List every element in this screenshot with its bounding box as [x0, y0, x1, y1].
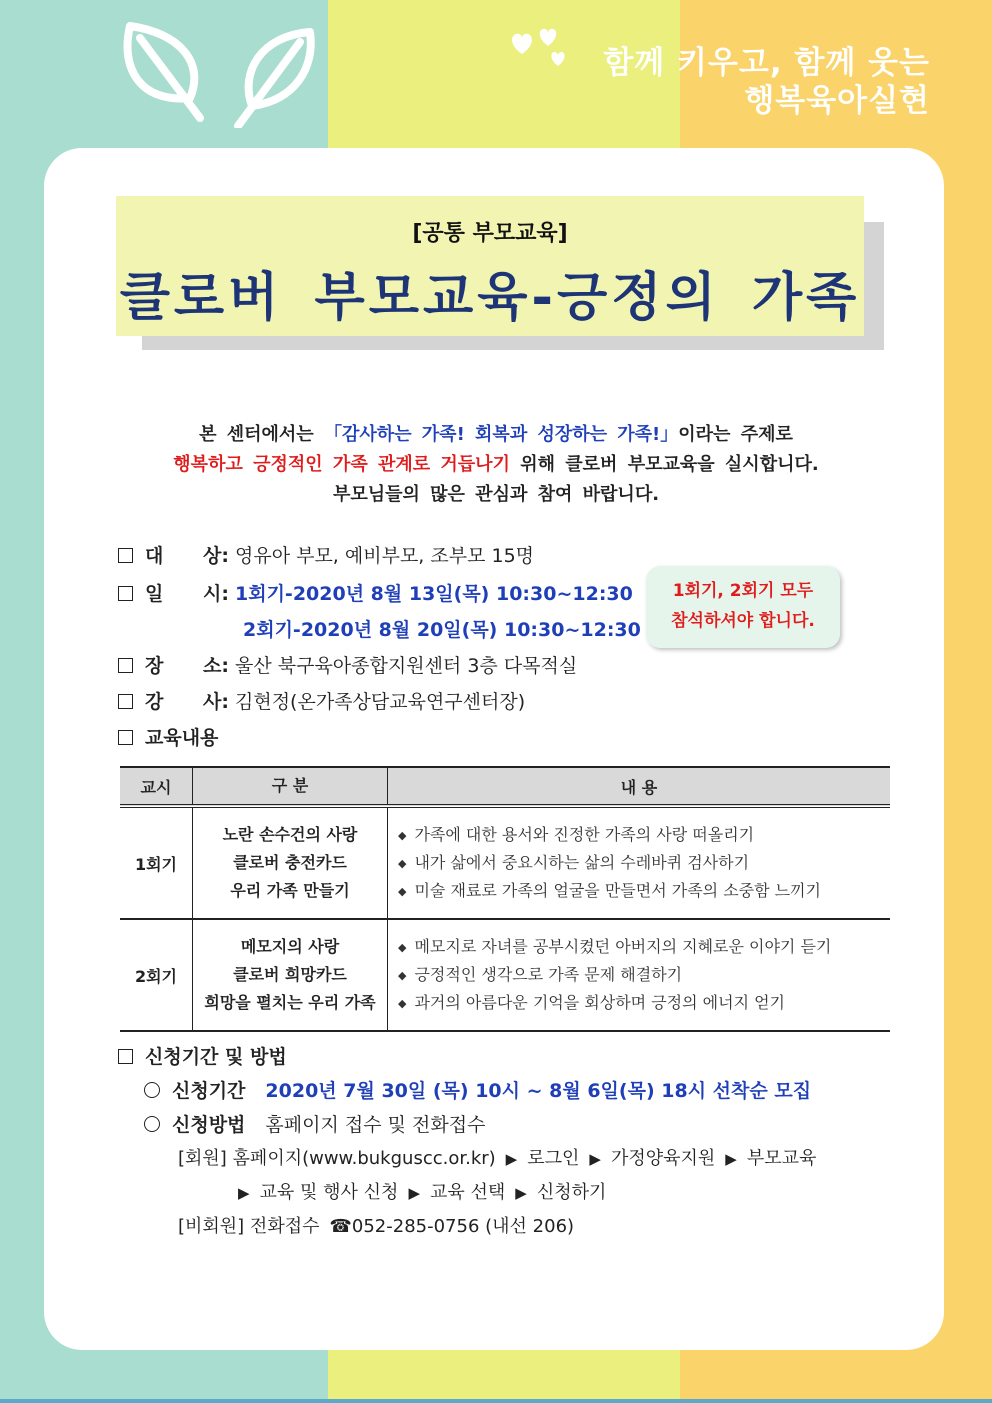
nonmember-row: [118, 1210, 816, 1244]
content-item: [398, 849, 889, 877]
schedule-table: [120, 766, 890, 1032]
diamond-bullet-icon: ◆: [398, 829, 407, 842]
title-box: [116, 196, 864, 336]
diamond-bullet-icon: ◆: [398, 885, 407, 898]
member-prefix: [회원] 홈페이지(www.bukguscc.or.kr): [178, 1148, 496, 1169]
date-label: 일 시:: [145, 583, 229, 605]
checkbox-icon: [118, 586, 133, 601]
date-row-2: [243, 616, 641, 644]
lecturer-row: [118, 688, 525, 716]
content-cell: [388, 919, 891, 1031]
intro-text: [64, 420, 928, 510]
lecturer-value: 김현정(온가족상담교육연구센터장): [235, 691, 526, 713]
header-topic: 구 분: [193, 767, 388, 806]
content-text: 내가 삶에서 중요시하는 삶의 수레바퀴 검사하기: [414, 853, 750, 872]
arrow-right-icon: ▶: [408, 1184, 420, 1202]
session-cell: 2회기: [120, 919, 193, 1031]
content-text: 긍정적인 생각으로 가족 문제 해결하기: [414, 965, 683, 984]
content-heading-row: [118, 724, 218, 752]
method-value: 홈페이지 접수 및 전화접수: [265, 1114, 486, 1136]
header-content: 내 용: [388, 767, 891, 806]
content-item: [398, 989, 889, 1017]
content-text: 메모지로 자녀를 공부시켰던 아버지의 지혜로운 이야기 듣기: [414, 937, 832, 956]
session-cell: 1회기: [120, 806, 193, 919]
date-row: [118, 580, 633, 608]
date-value-2: 2회기-2020년 8월 20일(목) 10:30~12:30: [243, 619, 641, 641]
topic-item: 우리 가족 만들기: [230, 881, 350, 900]
phone-number: ☎052-285-0756 (내선 206): [329, 1216, 575, 1237]
target-value: 영유아 부모, 예비부모, 조부모 15명: [235, 545, 535, 567]
arrow-right-icon: ▶: [725, 1150, 737, 1168]
table-header-row: [120, 767, 890, 806]
intro-text-part: 위해 클로버 부모교육을 실시합니다.: [509, 454, 819, 475]
content-item: [398, 821, 889, 849]
checkbox-icon: [118, 658, 133, 673]
apply-heading-row: [118, 1040, 816, 1074]
intro-line-3: 부모님들의 많은 관심과 참여 바랍니다.: [332, 484, 660, 505]
notice-line-2: 참석하셔야 합니다.: [671, 611, 815, 631]
topic-item: 클로버 희망카드: [233, 965, 347, 984]
content-heading: 교육내용: [145, 727, 219, 749]
topic-item: 클로버 충전카드: [233, 853, 347, 872]
target-label: 대 상:: [145, 545, 229, 567]
topic-item: 메모지의 사랑: [240, 937, 340, 956]
step-item: 교육 및 행사 신청: [259, 1182, 399, 1203]
topic-item: 희망을 펼치는 우리 가족: [204, 993, 376, 1012]
member-steps-row-2: [118, 1176, 816, 1210]
place-value: 울산 북구육아종합지원센터 3층 다목적실: [235, 655, 578, 677]
step-item: 가정양육지원: [610, 1148, 716, 1169]
bottom-rule: [0, 1399, 992, 1403]
period-row: [118, 1074, 816, 1108]
arrow-right-icon: ▶: [238, 1184, 250, 1202]
place-row: [118, 652, 577, 680]
header-session: 교시: [120, 767, 193, 806]
method-label: 신청방법: [172, 1114, 246, 1136]
period-value: 2020년 7월 30일 (목) 10시 ~ 8월 6일(목) 18시 선착순 모집: [265, 1080, 812, 1102]
topic-item: 노란 손수건의 사랑: [222, 825, 358, 844]
circle-bullet-icon: [144, 1082, 160, 1098]
diamond-bullet-icon: ◆: [398, 969, 407, 982]
arrow-right-icon: ▶: [589, 1150, 601, 1168]
lecturer-label: 강 사:: [145, 691, 229, 713]
topic-cell: [193, 806, 388, 919]
diamond-bullet-icon: ◆: [398, 941, 407, 954]
diamond-bullet-icon: ◆: [398, 997, 407, 1010]
target-row: [118, 542, 534, 570]
nonmember-prefix: [비회원] 전화접수: [178, 1216, 320, 1237]
checkbox-icon: [118, 548, 133, 563]
highlight-phrase: 행복하고 긍정적인 가족 관계로 거듭나기: [173, 454, 510, 475]
content-item: [398, 961, 889, 989]
checkbox-icon: [118, 1049, 133, 1064]
hearts-icon: [508, 24, 568, 68]
table-row: [120, 806, 890, 919]
intro-text-part: 이라는 주제로: [678, 424, 793, 445]
application-section: [118, 1040, 816, 1244]
member-steps-row: [118, 1142, 816, 1176]
diamond-bullet-icon: ◆: [398, 857, 407, 870]
step-item: 부모교육: [746, 1148, 817, 1169]
content-item: [398, 877, 889, 905]
slogan-line-2: 행복육아실현: [744, 83, 930, 119]
step-item: 신청하기: [536, 1182, 607, 1203]
step-item: 교육 선택: [429, 1182, 506, 1203]
place-label: 장 소:: [145, 655, 229, 677]
intro-text-part: 본 센터에서는: [199, 424, 324, 445]
content-text: 가족에 대한 용서와 진정한 가족의 사랑 떠올리기: [414, 825, 755, 844]
content-item: [398, 933, 889, 961]
checkbox-icon: [118, 694, 133, 709]
apply-heading: 신청기간 및 방법: [145, 1046, 287, 1068]
period-label: 신청기간: [172, 1080, 246, 1102]
table-row: [120, 919, 890, 1031]
content-cell: [388, 806, 891, 919]
attendance-notice: [646, 566, 840, 648]
method-row: [118, 1108, 816, 1142]
intro-line-1: [64, 420, 928, 450]
page-title: 클로버 부모교육-긍정의 가족: [119, 268, 861, 328]
slogan: [603, 44, 930, 120]
leaves-icon: [110, 18, 320, 128]
date-value-1: 1회기-2020년 8월 13일(목) 10:30~12:30: [235, 583, 633, 605]
title-subheading: [공통 부모교육]: [412, 221, 568, 246]
notice-line-1: 1회기, 2회기 모두: [672, 581, 814, 601]
content-text: 미술 재료로 가족의 얼굴을 만들면서 가족의 소중함 느끼기: [414, 881, 822, 900]
checkbox-icon: [118, 730, 133, 745]
topic-cell: [193, 919, 388, 1031]
content-text: 과거의 아름다운 기억을 회상하며 긍정의 에너지 얻기: [414, 993, 786, 1012]
circle-bullet-icon: [144, 1116, 160, 1132]
theme-quote: 「감사하는 가족! 회복과 성장하는 가족!」: [323, 424, 679, 445]
arrow-right-icon: ▶: [515, 1184, 527, 1202]
slogan-line-1: 함께 키우고, 함께 웃는: [603, 45, 930, 81]
arrow-right-icon: ▶: [505, 1150, 518, 1168]
step-item: 로그인: [527, 1148, 580, 1169]
intro-line-2: [64, 450, 928, 480]
